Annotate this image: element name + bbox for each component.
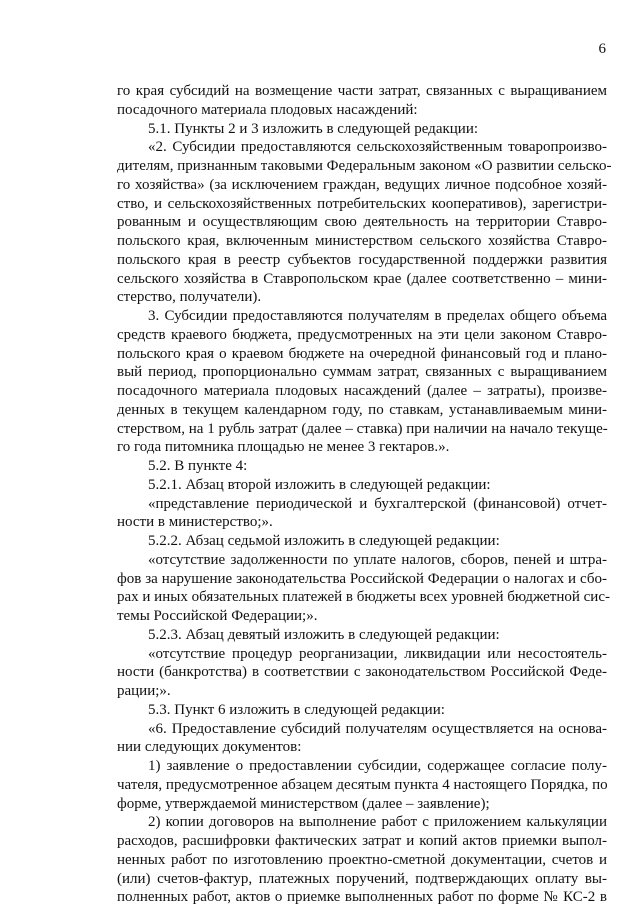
text-line: расходов, расшифровки фактических затрат и копий актов приемки выпол- bbox=[117, 833, 607, 849]
text-line: «отсутствие процедур реорганизации, ликвидации или несостоятель- bbox=[148, 645, 607, 662]
text-line: дителям, признанным таковыми Федеральным законом «О развитии сельско- bbox=[117, 158, 612, 174]
text-line: «представление периодической и бухгалтерской (финансовой) отчет- bbox=[148, 495, 607, 512]
text-line: денных в текущем календарном году, по ставкам, устанавливаемым мини- bbox=[117, 401, 607, 418]
text-line: (или) счетов-фактур, платежных поручений, подтверждающих оплату вы- bbox=[117, 870, 607, 887]
text-line: посадочного материала плодовых насаждений: bbox=[117, 101, 418, 118]
text-line: польского края в реестр субъектов государственной поддержки развития bbox=[117, 251, 607, 268]
text-line: 1) заявление о предоставлении субсидии, содержащее согласие полу- bbox=[148, 758, 607, 774]
text-line: го края субсидий на возмещение части затрат, связанных с выращиванием bbox=[117, 83, 607, 99]
text-line: рах и иных обязательных платежей в бюджеты всех уровней бюджетной сис- bbox=[117, 589, 610, 606]
text-line: посадочного материала плодовых насаждений (далее – затраты), произве- bbox=[117, 383, 607, 399]
text-line: ство, и сельскохозяйственных потребительских кооперативов), зарегистри- bbox=[117, 195, 607, 212]
text-line: «6. Предоставление субсидий получателям осуществляется на основа- bbox=[148, 720, 607, 737]
text-line: ненных работ по изготовлению проектно-сметной документации, счетов и bbox=[117, 851, 607, 868]
text-line: «2. Субсидии предоставляются сельскохозяйственным товаропроизво- bbox=[148, 139, 607, 156]
text-line: рованным и осуществляющим свою деятельность на территории Ставро- bbox=[117, 214, 607, 231]
text-line: 2) копии договоров на выполнение работ с приложением калькуляции bbox=[148, 814, 607, 831]
text-line: форме, утверждаемой министерством (далее – заявление); bbox=[117, 795, 490, 812]
page-number: 6 bbox=[598, 41, 606, 57]
text-line: 5.1. Пункты 2 и 3 изложить в следующей редакции: bbox=[148, 120, 479, 137]
document-body bbox=[117, 82, 612, 907]
text-line: 5.2.1. Абзац второй изложить в следующей редакции: bbox=[148, 476, 491, 493]
text-line: ности (банкротства) в соответствии с законодательством Российской Феде- bbox=[117, 664, 607, 681]
text-line: темы Российской Федерации;». bbox=[117, 608, 318, 624]
text-line: вый период, пропорционально суммам затрат, связанных с выращиванием bbox=[117, 364, 607, 381]
text-line: фов за нарушение законодательства Российской Федерации о налогах и сбо- bbox=[117, 570, 607, 587]
text-line: го хозяйства» (за исключением граждан, ведущих личное подсобное хозяй- bbox=[117, 176, 607, 193]
text-line: рации;». bbox=[117, 683, 171, 699]
text-line: сельского хозяйства в Ставропольском крае (далее соответственно – мини- bbox=[117, 270, 607, 287]
text-line: польского края, включенным министерством сельского хозяйства Ставро- bbox=[117, 233, 607, 249]
text-line: ности в министерство;». bbox=[117, 514, 273, 531]
text-line: го года питомника площадью не менее 3 гектаров.». bbox=[117, 439, 450, 456]
text-line: 5.3. Пункт 6 изложить в следующей редакции: bbox=[148, 701, 445, 718]
text-line: 5.2. В пункте 4: bbox=[148, 458, 248, 474]
text-line: средств краевого бюджета, предусмотренных на эти цели законом Ставро- bbox=[117, 326, 607, 343]
text-line: стерство, получатели). bbox=[117, 289, 262, 306]
text-line: 3. Субсидии предоставляются получателям в пределах общего объема bbox=[148, 308, 607, 324]
text-line: полненных работ, актов о приемке выполненных работ по форме № КС-2 в bbox=[117, 889, 607, 906]
text-line: 5.2.2. Абзац седьмой изложить в следующей редакции: bbox=[148, 533, 500, 549]
text-line: польского края о краевом бюджете на очередной финансовый год и плано- bbox=[117, 345, 607, 362]
text-line: стерством, на 1 рубль затрат (далее – ставка) при наличии на начало текуще- bbox=[117, 420, 608, 437]
text-line: «отсутствие задолженности по уплате налогов, сборов, пеней и штра- bbox=[148, 551, 607, 568]
text-line: нии следующих документов: bbox=[117, 739, 302, 756]
text-line: 5.2.3. Абзац девятый изложить в следующей редакции: bbox=[148, 626, 500, 643]
text-line: чателя, предусмотренное абзацем десятым пункта 4 настоящего Порядка, по bbox=[117, 776, 608, 793]
